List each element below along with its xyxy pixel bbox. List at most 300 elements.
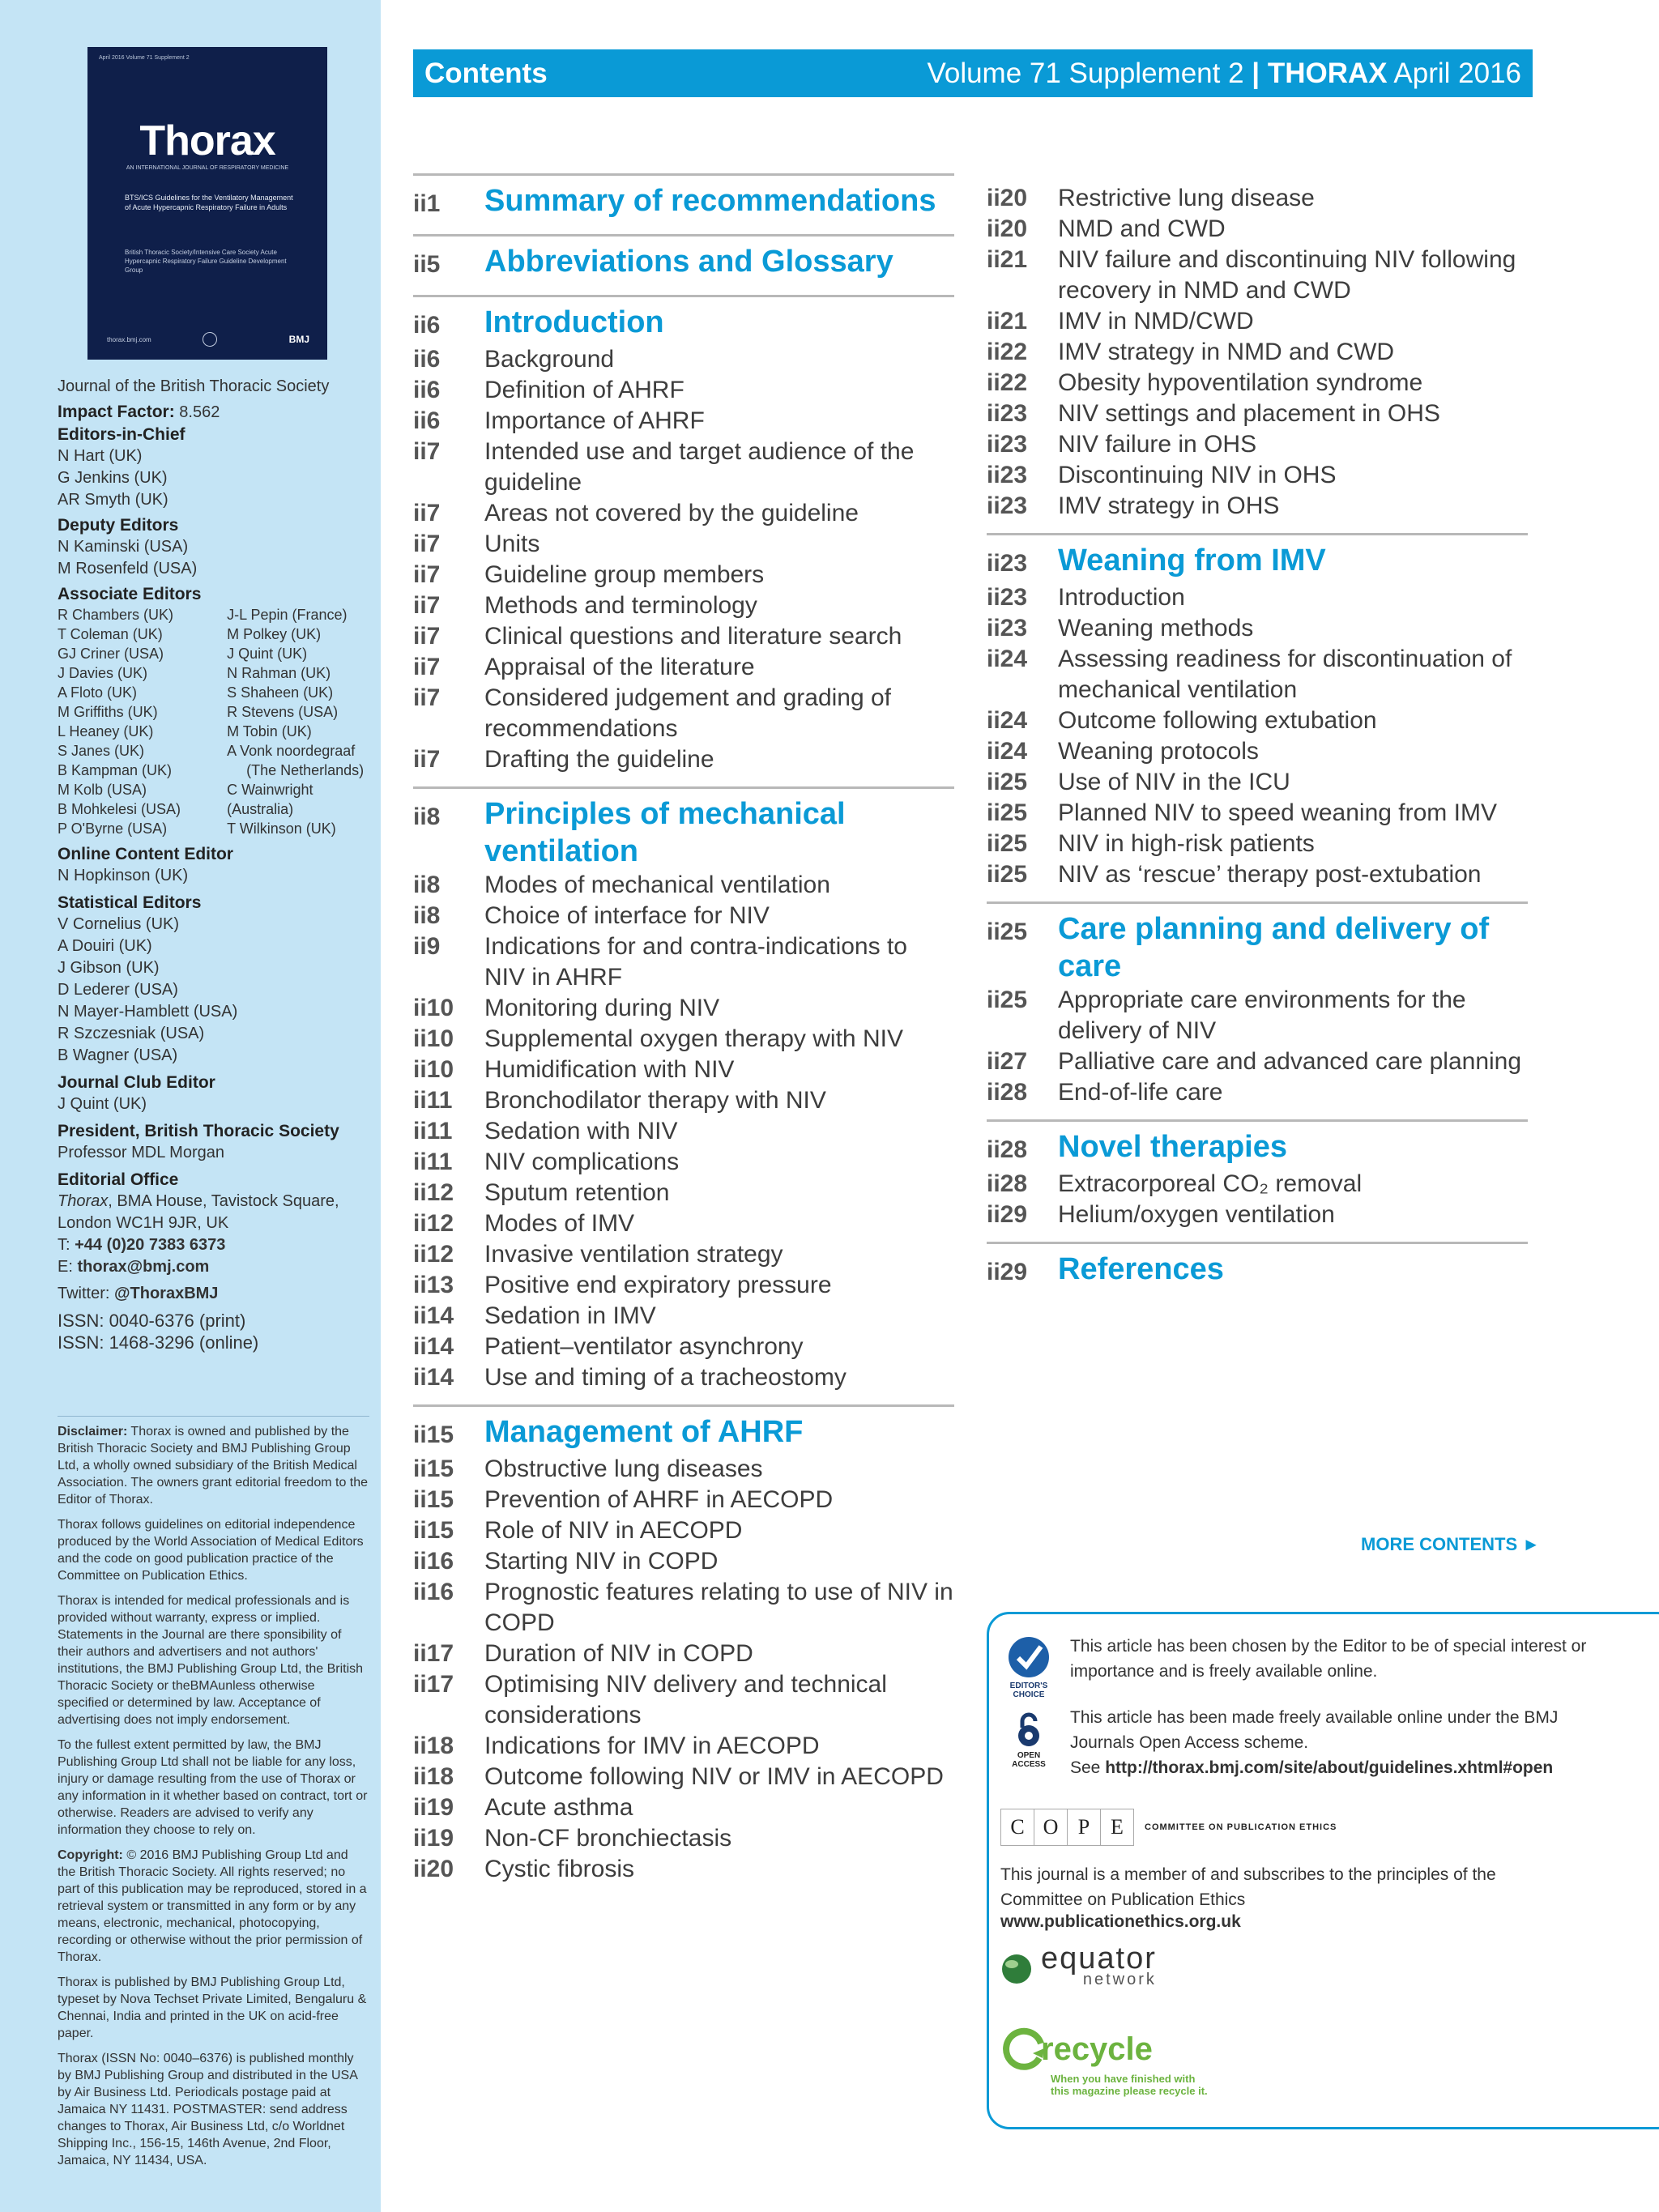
toc-entry[interactable] xyxy=(987,644,1528,705)
online-editor: N Hopkinson (UK) xyxy=(58,867,189,884)
page-number: ii7 xyxy=(413,561,441,588)
page-number: ii21 xyxy=(987,246,1028,273)
toc-entry[interactable] xyxy=(413,1762,954,1792)
toc-entry[interactable] xyxy=(413,1485,954,1515)
entry-title: Weaning from IMV xyxy=(1058,543,1326,578)
issue-info: Volume 71 Supplement 2 | THORAX April 2016 xyxy=(927,58,1521,89)
toc-entry[interactable] xyxy=(413,1546,954,1577)
disclaimer-p4: To the fullest extent permitted by law, the BMJ Publishing Group Ltd shall not be liable for any loss, injury or damage resulting from the use of Thorax or any information in it whether based on contract, tort or otherwise. Readers are advised to verify any information they choose to rely on. xyxy=(58,1738,368,1837)
toc-entry[interactable] xyxy=(987,460,1528,491)
page-number: ii1 xyxy=(413,190,441,217)
toc-entry[interactable] xyxy=(987,245,1528,306)
cover-subtitle: AN INTERNATIONAL JOURNAL OF RESPIRATORY MEDICINE xyxy=(126,165,289,171)
toc-entry[interactable] xyxy=(413,1147,954,1178)
open-access-icon xyxy=(1013,1711,1045,1749)
page-number: ii25 xyxy=(987,799,1028,826)
page-number: ii20 xyxy=(413,1856,454,1882)
page-number: ii23 xyxy=(987,492,1028,519)
crest-icon xyxy=(203,332,217,347)
issn-online: ISSN: 1468-3296 (online) xyxy=(58,1332,259,1353)
entry-title: IMV strategy in OHS xyxy=(1058,492,1280,519)
page-number: ii7 xyxy=(413,592,441,619)
page-number: ii25 xyxy=(987,918,1028,945)
page-number: ii6 xyxy=(413,407,441,434)
toc-entry[interactable] xyxy=(413,560,954,590)
entry-title: Introduction xyxy=(484,305,664,339)
entry-title: Prevention of AHRF in AECOPD xyxy=(484,1486,834,1513)
toc-entry[interactable] xyxy=(987,399,1528,429)
toc-entry[interactable] xyxy=(987,491,1528,522)
page-number: ii5 xyxy=(413,251,441,278)
page-number: ii16 xyxy=(413,1548,454,1575)
page-number: ii7 xyxy=(413,623,441,650)
page-number: ii25 xyxy=(987,830,1028,857)
entry-title: Acute asthma xyxy=(484,1794,633,1821)
page-number: ii25 xyxy=(987,987,1028,1013)
page-number: ii24 xyxy=(987,707,1028,734)
entry-title: NIV failure in OHS xyxy=(1058,431,1257,458)
entry-title: NIV complications xyxy=(484,1149,680,1175)
editor-name: J Quint (UK) xyxy=(227,646,308,662)
editor-name: D Lederer (USA) xyxy=(58,981,178,999)
page-number: ii28 xyxy=(987,1136,1028,1163)
globe-icon xyxy=(1000,1953,1033,1985)
entry-title: Cystic fibrosis xyxy=(484,1856,635,1882)
entry-title: Areas not covered by the guideline xyxy=(484,500,859,526)
page-number: ii23 xyxy=(987,431,1028,458)
page-number: ii15 xyxy=(413,1455,454,1482)
page-number: ii6 xyxy=(413,377,441,403)
toc-section-heading[interactable] xyxy=(413,243,954,283)
page-number: ii28 xyxy=(987,1170,1028,1197)
editor-name: R Stevens (USA) xyxy=(227,704,339,720)
page-number: ii18 xyxy=(413,1733,454,1759)
entry-title: Patient–ventilator asynchrony xyxy=(484,1333,804,1360)
editor-name: T Coleman (UK) xyxy=(58,626,163,642)
twitter-link[interactable]: @ThoraxBMJ xyxy=(114,1285,219,1302)
toc-left-column xyxy=(413,173,954,1896)
entry-title: Supplemental oxygen therapy with NIV xyxy=(484,1025,903,1052)
editor-name: B Wagner (USA) xyxy=(58,1046,178,1064)
toc-entry[interactable] xyxy=(987,985,1528,1046)
page-number: ii12 xyxy=(413,1179,454,1206)
entry-title: Sedation in IMV xyxy=(484,1302,656,1329)
toc-entry[interactable] xyxy=(413,1116,954,1147)
toc-entry[interactable] xyxy=(413,1854,954,1885)
office-title: Editorial Office xyxy=(58,1170,179,1189)
editor-name: GJ Criner (USA) xyxy=(58,646,164,662)
page-number: ii23 xyxy=(987,550,1028,577)
toc-entry[interactable] xyxy=(987,705,1528,736)
club-title: Journal Club Editor xyxy=(58,1073,215,1092)
page-number: ii18 xyxy=(413,1763,454,1790)
entry-title: Humidification with NIV xyxy=(484,1056,735,1083)
entry-title: Prognostic features relating to use of NIV in COPD xyxy=(484,1579,953,1636)
entry-title: Importance of AHRF xyxy=(484,407,705,434)
eic-list xyxy=(58,445,369,511)
entry-title: Indications for IMV in AECOPD xyxy=(484,1733,820,1759)
toc-section xyxy=(987,1119,1528,1230)
disclaimer-p1: Disclaimer: Thorax is owned and published by the British Thoracic Society and BMJ Publishing Group Ltd, a wholly owned subsidiary of the British Medical Association. The owners grant editorial freedom to the Editor of Thorax. xyxy=(58,1425,369,1507)
editor-name: L Heaney (UK) xyxy=(58,723,154,739)
more-contents-link[interactable]: MORE CONTENTS ► xyxy=(1361,1534,1540,1554)
entry-title: Extracorporeal CO₂ removal xyxy=(1058,1170,1363,1197)
page-number: ii7 xyxy=(413,438,441,465)
entry-title: Introduction xyxy=(1058,584,1185,611)
masthead xyxy=(58,376,369,1353)
page-number: ii7 xyxy=(413,684,441,711)
entry-title: Role of NIV in AECOPD xyxy=(484,1517,743,1544)
toc-entry[interactable] xyxy=(413,1639,954,1669)
toc-entry[interactable] xyxy=(987,1046,1528,1077)
stat-title: Statistical Editors xyxy=(58,893,202,912)
open-access-text: This article has been made freely available online under the BMJ Journals Open Access scheme. See http://thorax.bmj.com/site/about/guidelines.xhtml#open xyxy=(1070,1708,1559,1777)
page-number: ii25 xyxy=(987,769,1028,795)
entry-title: Abbreviations and Glossary xyxy=(484,245,893,279)
page-number: ii8 xyxy=(413,902,441,929)
toc-section-heading[interactable] xyxy=(987,542,1528,582)
toc-section-heading[interactable] xyxy=(413,182,954,223)
impact-factor: Impact Factor: 8.562 xyxy=(58,403,220,421)
toc-entry[interactable] xyxy=(987,767,1528,798)
editors-choice-badge: EDITOR'S CHOICE xyxy=(1000,1635,1057,1699)
toc-entry[interactable] xyxy=(987,368,1528,399)
toc-entry[interactable] xyxy=(987,429,1528,460)
editor-name: (The Netherlands) xyxy=(246,762,365,778)
deputy-title: Deputy Editors xyxy=(58,516,179,535)
toc-entry[interactable] xyxy=(987,1169,1528,1200)
info-box xyxy=(987,1612,1659,2129)
editor-name: N Kaminski (USA) xyxy=(58,538,189,556)
editor-name: G Jenkins (UK) xyxy=(58,469,168,487)
page-number: ii20 xyxy=(987,185,1028,211)
entry-title: Obesity hypoventilation syndrome xyxy=(1058,369,1423,396)
cope-text: This journal is a member of and subscribes to the principles of the Committee on Publication Ethics xyxy=(1000,1865,1496,1909)
sidebar xyxy=(0,0,381,2212)
entry-title: Drafting the guideline xyxy=(484,746,714,773)
toc-entry[interactable] xyxy=(987,582,1528,613)
toc-entry[interactable] xyxy=(987,306,1528,337)
page-number: ii23 xyxy=(987,400,1028,427)
toc-entry[interactable] xyxy=(987,183,1528,214)
toc-entry[interactable] xyxy=(413,1515,954,1546)
editor-name: M Rosenfeld (USA) xyxy=(58,560,198,578)
entry-title: Considered judgement and grading of recommendations xyxy=(484,684,892,742)
toc-entry[interactable] xyxy=(413,621,954,652)
entry-title: Guideline group members xyxy=(484,561,765,588)
cope-url[interactable]: www.publicationethics.org.uk xyxy=(1000,1912,1241,1931)
toc-section-heading[interactable] xyxy=(987,910,1528,985)
editor-name: S Janes (UK) xyxy=(58,743,145,759)
page-number: ii7 xyxy=(413,531,441,557)
equator-logo[interactable]: equator network xyxy=(1000,1948,1157,1990)
entry-title: Starting NIV in COPD xyxy=(484,1548,719,1575)
toc-entry[interactable] xyxy=(413,590,954,621)
editor-name: A Douiri (UK) xyxy=(58,937,152,955)
editor-name: V Cornelius (UK) xyxy=(58,915,180,933)
cover-url: thorax.bmj.com xyxy=(107,336,151,343)
page-number: ii28 xyxy=(987,1079,1028,1106)
cover-guideline-title: BTS/ICS Guidelines for the Ventilatory Management of Acute Hypercapnic Respiratory Failure in Adults xyxy=(125,194,293,211)
toc-entry[interactable] xyxy=(413,683,954,744)
page-number: ii24 xyxy=(987,646,1028,672)
entry-title: Novel therapies xyxy=(1058,1130,1287,1164)
toc-section-heading[interactable] xyxy=(413,795,954,870)
entry-title: Methods and terminology xyxy=(484,592,757,619)
assoc-editors xyxy=(58,605,369,838)
entry-title: Discontinuing NIV in OHS xyxy=(1058,462,1337,488)
page-number: ii23 xyxy=(987,462,1028,488)
toc-entry[interactable] xyxy=(413,1178,954,1208)
page-number: ii19 xyxy=(413,1794,454,1821)
editor-name: B Mohkelesi (USA) xyxy=(58,801,181,817)
toc-entry[interactable] xyxy=(987,337,1528,368)
email-link[interactable]: thorax@bmj.com xyxy=(77,1258,210,1276)
entry-title: IMV strategy in NMD and CWD xyxy=(1058,339,1395,365)
toc-section xyxy=(413,1404,954,1885)
entry-title: Management of AHRF xyxy=(484,1415,804,1449)
toc-section xyxy=(413,173,954,223)
editor-name: N Hart (UK) xyxy=(58,447,143,465)
toc-entry[interactable] xyxy=(413,1085,954,1116)
telephone: T: +44 (0)20 7383 6373 xyxy=(58,1236,226,1254)
entry-title: Bronchodilator therapy with NIV xyxy=(484,1087,826,1114)
toc-entry[interactable] xyxy=(413,498,954,529)
page-number: ii6 xyxy=(413,312,441,339)
page-number: ii7 xyxy=(413,654,441,680)
toc-section-heading[interactable] xyxy=(413,304,954,344)
page-number: ii22 xyxy=(987,339,1028,365)
contents-title: Contents xyxy=(424,58,548,89)
page-number: ii29 xyxy=(987,1201,1028,1228)
editor-name: A Floto (UK) xyxy=(58,684,138,701)
entry-title: Palliative care and advanced care planning xyxy=(1058,1048,1522,1075)
editor-name: M Griffiths (UK) xyxy=(58,704,158,720)
toc-section xyxy=(987,183,1528,522)
page-number: ii23 xyxy=(987,584,1028,611)
entry-title: Invasive ventilation strategy xyxy=(484,1241,783,1268)
toc-entry[interactable] xyxy=(413,1669,954,1731)
page-number: ii27 xyxy=(987,1048,1028,1075)
club-editor: J Quint (UK) xyxy=(58,1095,147,1113)
entry-title: Non-CF bronchiectasis xyxy=(484,1825,732,1852)
toc-entry[interactable] xyxy=(413,1332,954,1362)
page-number: ii11 xyxy=(413,1118,453,1144)
toc-entry[interactable] xyxy=(413,1731,954,1762)
eic-title: Editors-in-Chief xyxy=(58,425,186,444)
toc-entry[interactable] xyxy=(413,901,954,931)
editor-name: R Szczesniak (USA) xyxy=(58,1025,205,1042)
editor-name: J-L Pepin (France) xyxy=(227,607,348,623)
page-number: ii12 xyxy=(413,1241,454,1268)
page-number: ii17 xyxy=(413,1640,454,1667)
toc-entry[interactable] xyxy=(987,1200,1528,1230)
toc-entry[interactable] xyxy=(413,1301,954,1332)
toc-entry[interactable] xyxy=(987,1077,1528,1108)
editor-name: N Rahman (UK) xyxy=(227,665,331,681)
stat-list xyxy=(58,914,369,1067)
toc-entry[interactable] xyxy=(413,529,954,560)
entry-title: Planned NIV to speed weaning from IMV xyxy=(1058,799,1497,826)
toc-entry[interactable] xyxy=(413,993,954,1024)
toc-entry[interactable] xyxy=(987,829,1528,859)
copyright: Copyright: © 2016 BMJ Publishing Group Ltd and the British Thoracic Society. All rights reserved; no part of this publication may be reproduced, stored in a retrieval system or transmitted in any form or by any means, electronic, mechanical, photocopying, recording or otherwise without the prior permission of Thorax. xyxy=(58,1848,367,1964)
page-number: ii17 xyxy=(413,1671,454,1698)
publisher-note: Thorax is published by BMJ Publishing Group Ltd, typeset by Nova Techset Private Limited, Bengaluru & Chennai, India and printed in the UK on acid-free paper. xyxy=(58,1975,367,2040)
entry-title: Intended use and target audience of the guideline xyxy=(484,438,915,496)
toc-entry[interactable] xyxy=(987,859,1528,890)
contents-header xyxy=(413,49,1533,97)
recycle-logo: recycle When you have finished with this magazine please recycle it. xyxy=(1000,2026,1213,2097)
toc-entry[interactable] xyxy=(413,1362,954,1393)
toc-entry[interactable] xyxy=(413,1823,954,1854)
editor-name: C Wainwright (Australia) xyxy=(227,782,313,817)
toc-entry[interactable] xyxy=(413,1239,954,1270)
journal-of: Journal of the British Thoracic Society xyxy=(58,377,330,395)
editor-name: N Mayer-Hamblett (USA) xyxy=(58,1003,238,1021)
editor-name: M Tobin (UK) xyxy=(227,723,312,739)
journal-cover[interactable] xyxy=(87,47,327,360)
toc-entry[interactable] xyxy=(413,870,954,901)
disclaimer-p2: Thorax follows guidelines on editorial independence produced by the World Association of Medical Editors and the code on good publication practice of the Committee on Publication Ethics. xyxy=(58,1518,364,1583)
toc-entry[interactable] xyxy=(413,1454,954,1485)
page-number: ii16 xyxy=(413,1579,454,1605)
page-number: ii23 xyxy=(987,615,1028,641)
page-number: ii10 xyxy=(413,1025,454,1052)
page-number: ii22 xyxy=(987,369,1028,396)
toc-entry[interactable] xyxy=(413,406,954,437)
editor-name: J Davies (UK) xyxy=(58,665,148,681)
page-number: ii10 xyxy=(413,1056,454,1083)
toc-entry[interactable] xyxy=(413,1208,954,1239)
cover-issue: April 2016 Volume 71 Supplement 2 xyxy=(99,55,190,61)
entry-title: Care planning and delivery of care xyxy=(1058,912,1490,983)
email: E: thorax@bmj.com xyxy=(58,1258,210,1276)
assoc-title: Associate Editors xyxy=(58,585,202,603)
page-number: ii8 xyxy=(413,872,441,898)
entry-title: NIV failure and discontinuing NIV following recovery in NMD and CWD xyxy=(1058,246,1516,304)
page-number: ii11 xyxy=(413,1087,453,1114)
page-number: ii9 xyxy=(413,933,441,960)
deputy-list xyxy=(58,536,369,580)
page-number: ii14 xyxy=(413,1333,454,1360)
entry-title: Indications for and contra-indications to NIV in AHRF xyxy=(484,933,907,991)
page-number: ii7 xyxy=(413,500,441,526)
entry-title: Appraisal of the literature xyxy=(484,654,755,680)
toc-entry[interactable] xyxy=(987,214,1528,245)
toc-entry[interactable] xyxy=(413,1024,954,1055)
entry-title: NIV in high-risk patients xyxy=(1058,830,1315,857)
toc-section xyxy=(987,1242,1528,1291)
page-number: ii6 xyxy=(413,346,441,373)
page-number: ii12 xyxy=(413,1210,454,1237)
online-title: Online Content Editor xyxy=(58,845,233,863)
entry-title: Use and timing of a tracheostomy xyxy=(484,1364,847,1391)
toc-entry[interactable] xyxy=(987,613,1528,644)
disclaimer xyxy=(58,1416,369,2177)
entry-title: Duration of NIV in COPD xyxy=(484,1640,753,1667)
page-number: ii15 xyxy=(413,1517,454,1544)
toc-right-column xyxy=(987,183,1528,1302)
entry-title: Choice of interface for NIV xyxy=(484,902,770,929)
page-number: ii7 xyxy=(413,746,441,773)
toc-section xyxy=(413,786,954,1393)
toc-entry[interactable] xyxy=(413,437,954,498)
editor-name: S Shaheen (UK) xyxy=(227,684,334,701)
page-number: ii11 xyxy=(413,1149,453,1175)
toc-entry[interactable] xyxy=(413,344,954,375)
page-number: ii8 xyxy=(413,803,441,830)
toc-entry[interactable] xyxy=(987,736,1528,767)
cope-logo[interactable]: C O P E COMMITTEE ON PUBLICATION ETHICS xyxy=(1000,1809,1337,1846)
checkmark-icon xyxy=(1007,1635,1051,1679)
toc-entry[interactable] xyxy=(413,1270,954,1301)
entry-title: Monitoring during NIV xyxy=(484,995,720,1021)
page-number: ii10 xyxy=(413,995,454,1021)
entry-title: End-of-life care xyxy=(1058,1079,1223,1106)
entry-title: Units xyxy=(484,531,540,557)
toc-entry[interactable] xyxy=(413,1055,954,1085)
editor-name: J Gibson (UK) xyxy=(58,959,160,977)
cover-group: British Thoracic Society/Intensive Care Society Acute Hypercapnic Respiratory Failure Guideline Development Group xyxy=(125,249,287,274)
toc-entry[interactable] xyxy=(413,744,954,775)
page-number: ii13 xyxy=(413,1272,454,1298)
page-number: ii29 xyxy=(987,1259,1028,1285)
twitter: Twitter: @ThoraxBMJ xyxy=(58,1285,219,1302)
toc-section-heading[interactable] xyxy=(413,1413,954,1454)
editor-name: A Vonk noordegraaf xyxy=(227,743,356,759)
toc-entry[interactable] xyxy=(987,798,1528,829)
cover-title: Thorax xyxy=(139,117,275,164)
toc-entry[interactable] xyxy=(413,1792,954,1823)
entry-title: Helium/oxygen ventilation xyxy=(1058,1201,1335,1228)
entry-title: NIV as ‘rescue’ therapy post-extubation xyxy=(1058,861,1482,888)
page-number: ii25 xyxy=(987,861,1028,888)
office-city: London WC1H 9JR, UK xyxy=(58,1214,229,1232)
page-number: ii20 xyxy=(987,215,1028,242)
issn-print: ISSN: 0040-6376 (print) xyxy=(58,1311,246,1331)
entry-title: Appropriate care environments for the delivery of NIV xyxy=(1058,987,1466,1044)
entry-title: Outcome following extubation xyxy=(1058,707,1377,734)
toc-entry[interactable] xyxy=(413,1577,954,1639)
toc-section-heading[interactable] xyxy=(987,1128,1528,1169)
toc-section xyxy=(987,533,1528,890)
page-number: ii24 xyxy=(987,738,1028,765)
entry-title: Background xyxy=(484,346,615,373)
editors-choice-text: This article has been chosen by the Editor to be of special interest or importance and is freely available online. xyxy=(1070,1637,1587,1681)
toc-section-heading[interactable] xyxy=(987,1251,1528,1291)
toc-section xyxy=(413,234,954,283)
page-number: ii19 xyxy=(413,1825,454,1852)
entry-title: Restrictive lung disease xyxy=(1058,185,1315,211)
divider xyxy=(58,1416,369,1417)
cover-bmj-logo: BMJ xyxy=(288,334,309,345)
editor-name: M Kolb (USA) xyxy=(58,782,147,798)
open-access-url[interactable]: http://thorax.bmj.com/site/about/guidelines.xhtml#open xyxy=(1105,1758,1554,1777)
editor-name: M Polkey (UK) xyxy=(227,626,322,642)
entry-title: Outcome following NIV or IMV in AECOPD xyxy=(484,1763,944,1790)
toc-entry[interactable] xyxy=(413,375,954,406)
entry-title: IMV in NMD/CWD xyxy=(1058,308,1254,335)
editor-name: AR Smyth (UK) xyxy=(58,491,168,509)
entry-title: Modes of IMV xyxy=(484,1210,635,1237)
editor-name: B Kampman (UK) xyxy=(58,762,173,778)
toc-entry[interactable] xyxy=(413,931,954,993)
toc-entry[interactable] xyxy=(413,652,954,683)
entry-title: Use of NIV in the ICU xyxy=(1058,769,1290,795)
president: Professor MDL Morgan xyxy=(58,1144,224,1161)
entry-title: Definition of AHRF xyxy=(484,377,684,403)
